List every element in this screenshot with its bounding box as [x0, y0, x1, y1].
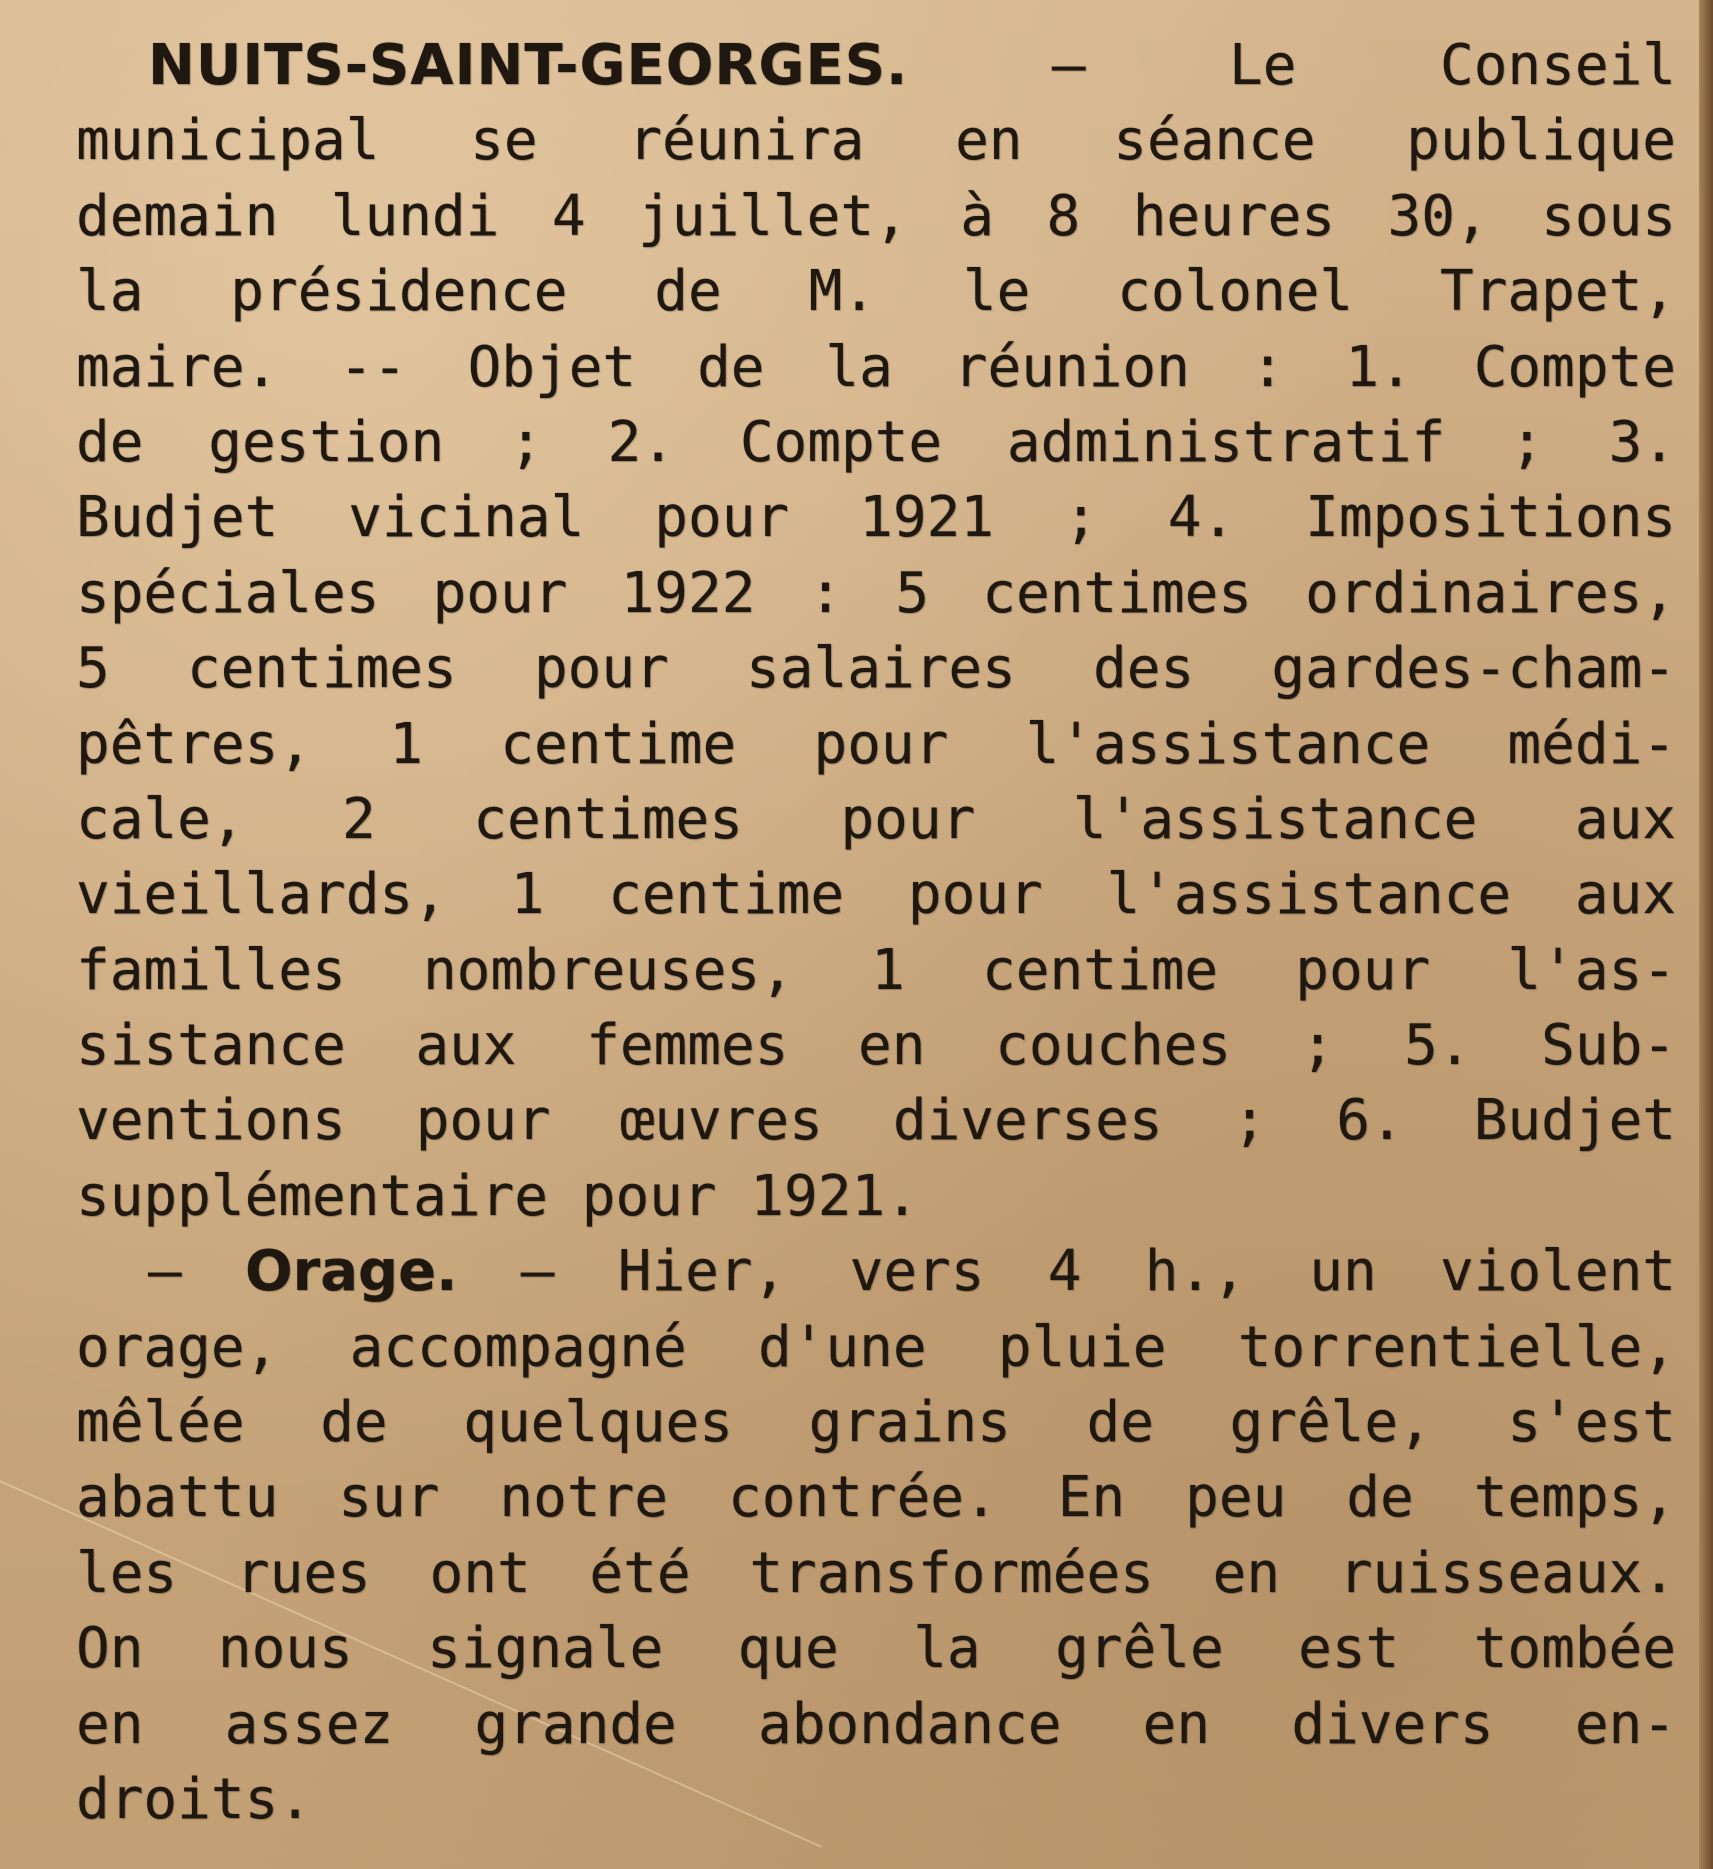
paragraph-nuits-saint-georges: [76, 28, 1676, 1234]
text-line: familles nombreuses, 1 centime pour l'as-: [76, 937, 1676, 1003]
paragraph-orage: [76, 1234, 1676, 1837]
text-line: pêtres, 1 centime pour l'assistance médi-: [76, 711, 1676, 777]
text-line: les rues ont été transformées en ruisseaux.: [76, 1540, 1676, 1606]
article-column: [76, 28, 1676, 1837]
text-line: en assez grande abondance en divers en-: [76, 1691, 1676, 1757]
heading-orage: Orage.: [245, 1239, 458, 1305]
column-rule: [1699, 0, 1713, 1869]
text-line: spéciales pour 1922 : 5 centimes ordinaires,: [76, 560, 1676, 626]
text-line: maire. -- Objet de la réunion : 1. Compte: [76, 334, 1676, 400]
text-line: droits.: [76, 1766, 313, 1832]
text-line: demain lundi 4 juillet, à 8 heures 30, sous: [76, 183, 1676, 249]
text-line: [76, 28, 1676, 103]
text-line: ventions pour œuvres diverses ; 6. Budjet: [76, 1088, 1676, 1154]
text-line: [76, 1234, 1676, 1309]
text-line: supplémentaire pour 1921.: [76, 1163, 919, 1229]
text-line: mêlée de quelques grains de grêle, s'est: [76, 1390, 1676, 1456]
text-line: municipal se réunira en séance publique: [76, 108, 1676, 174]
text-line: orage, accompagné d'une pluie torrentielle,: [76, 1314, 1676, 1380]
text-fragment: — Hier, vers 4 h., un violent: [520, 1239, 1676, 1305]
text-line: vieillards, 1 centime pour l'assistance aux: [76, 862, 1676, 928]
text-line: 5 centimes pour salaires des gardes-cham-: [76, 636, 1676, 702]
text-line: On nous signale que la grêle est tombée: [76, 1616, 1676, 1682]
dash: —: [148, 1239, 182, 1305]
text-line: Budjet vicinal pour 1921 ; 4. Impositions: [76, 485, 1676, 551]
text-line: de gestion ; 2. Compte administratif ; 3.: [76, 409, 1676, 475]
text-line: cale, 2 centimes pour l'assistance aux: [76, 786, 1676, 852]
text-line: sistance aux femmes en couches ; 5. Sub-: [76, 1013, 1676, 1079]
heading-nuits-saint-georges: NUITS-SAINT-GEORGES.: [148, 33, 909, 98]
text-line: abattu sur notre contrée. En peu de temps,: [76, 1465, 1676, 1531]
text-line: la présidence de M. le colonel Trapet,: [76, 259, 1676, 325]
text-fragment: — Le Conseil: [1051, 33, 1676, 98]
